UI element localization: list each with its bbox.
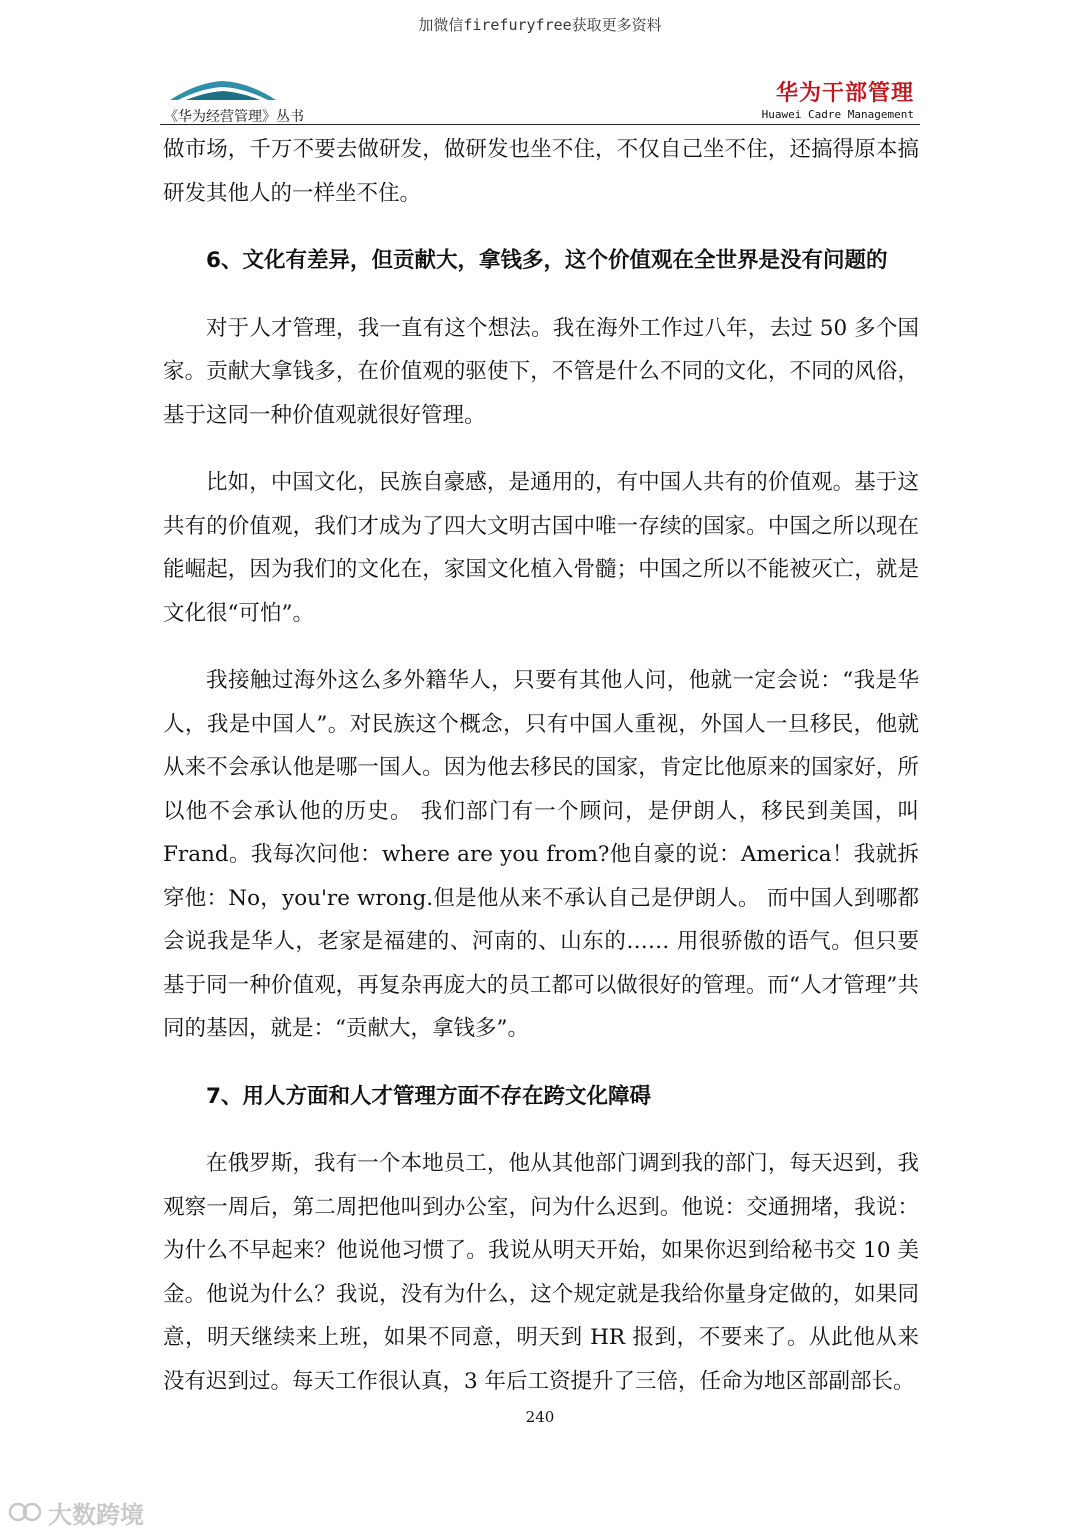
paragraph-continued: 做市场，千万不要去做研发，做研发也坐不住，不仅自己坐不住，还搞得原本搞研发其他人的一样坐不住。	[163, 137, 919, 206]
page-header	[160, 74, 920, 124]
header-divider	[160, 124, 920, 125]
book-subtitle: Huawei Cadre Management	[761, 108, 914, 121]
paragraph: 对于人才管理，我一直有这个想法。我在海外工作过八年，去过 50 多个国家。贡献大拿钱多，在价值观的驱使下，不管是什么不同的文化，不同的风俗，基于这同一种价值观就很好管理。	[163, 315, 919, 428]
mountain-logo-icon	[168, 78, 278, 102]
paragraph: 我接触过海外这么多外籍华人，只要有其他人问，他就一定会说：“我是华人，我是中国人”。对民族这个概念，只有中国人重视，外国人一旦移民，他就从来不会承认他是哪一国人。因为他去移民的国家，肯定比他原来的国家好，所以他不会承认他的历史。 我们部门有一个顾问，是伊朗人，移民到美国，叫Frand。我每次问他：where are you from?他自豪的说：America！我就拆穿他：No，you're wrong.但是他从来不承认自己是伊朗人。 而中国人到哪都会说我是华人，老家是福建的、河南的、山东的…… 用很骄傲的语气。但只要基于同一种价值观，再复杂再庞大的员工都可以做很好的管理。而“人才管理”共同的基因，就是：“贡献大，拿钱多”。	[163, 668, 919, 1041]
section-heading-6: 6、文化有差异，但贡献大，拿钱多，这个价值观在全世界是没有问题的	[206, 248, 888, 273]
page-number: 240	[525, 1408, 555, 1426]
page-body	[163, 128, 919, 1403]
section-heading-7: 7、用人方面和人才管理方面不存在跨文化障碍	[206, 1083, 651, 1109]
watermark-text: 大数跨境	[48, 1500, 144, 1529]
watermark-logo-icon	[8, 1498, 42, 1526]
watermark	[8, 1496, 144, 1528]
series-title: 《华为经营管理》丛书	[164, 109, 304, 125]
top-note: 加微信firefuryfree获取更多资料	[418, 16, 662, 34]
paragraph: 比如，中国文化，民族自豪感，是通用的，有中国人共有的价值观。基于这共有的价值观，我们才成为了四大文明古国中唯一存续的国家。中国之所以现在能崛起，因为我们的文化在，家国文化植入骨髓；中国之所以不能被灭亡，就是文化很“可怕”。	[163, 470, 919, 626]
paragraph: 在俄罗斯，我有一个本地员工，他从其他部门调到我的部门，每天迟到，我观察一周后，第二周把他叫到办公室，问为什么迟到。他说：交通拥堵，我说：为什么不早起来？他说他习惯了。我说从明天开始，如果你迟到给秘书交 10 美金。他说为什么？我说，没有为什么，这个规定就是我给你量身定做的，如果同意，明天继续来上班，如果不同意，明天到 HR 报到，不要来了。从此他从来没有迟到过。每天工作很认真，3 年后工资提升了三倍，任命为地区部副部长。	[163, 1151, 919, 1394]
book-title: 华为干部管理	[775, 81, 914, 106]
